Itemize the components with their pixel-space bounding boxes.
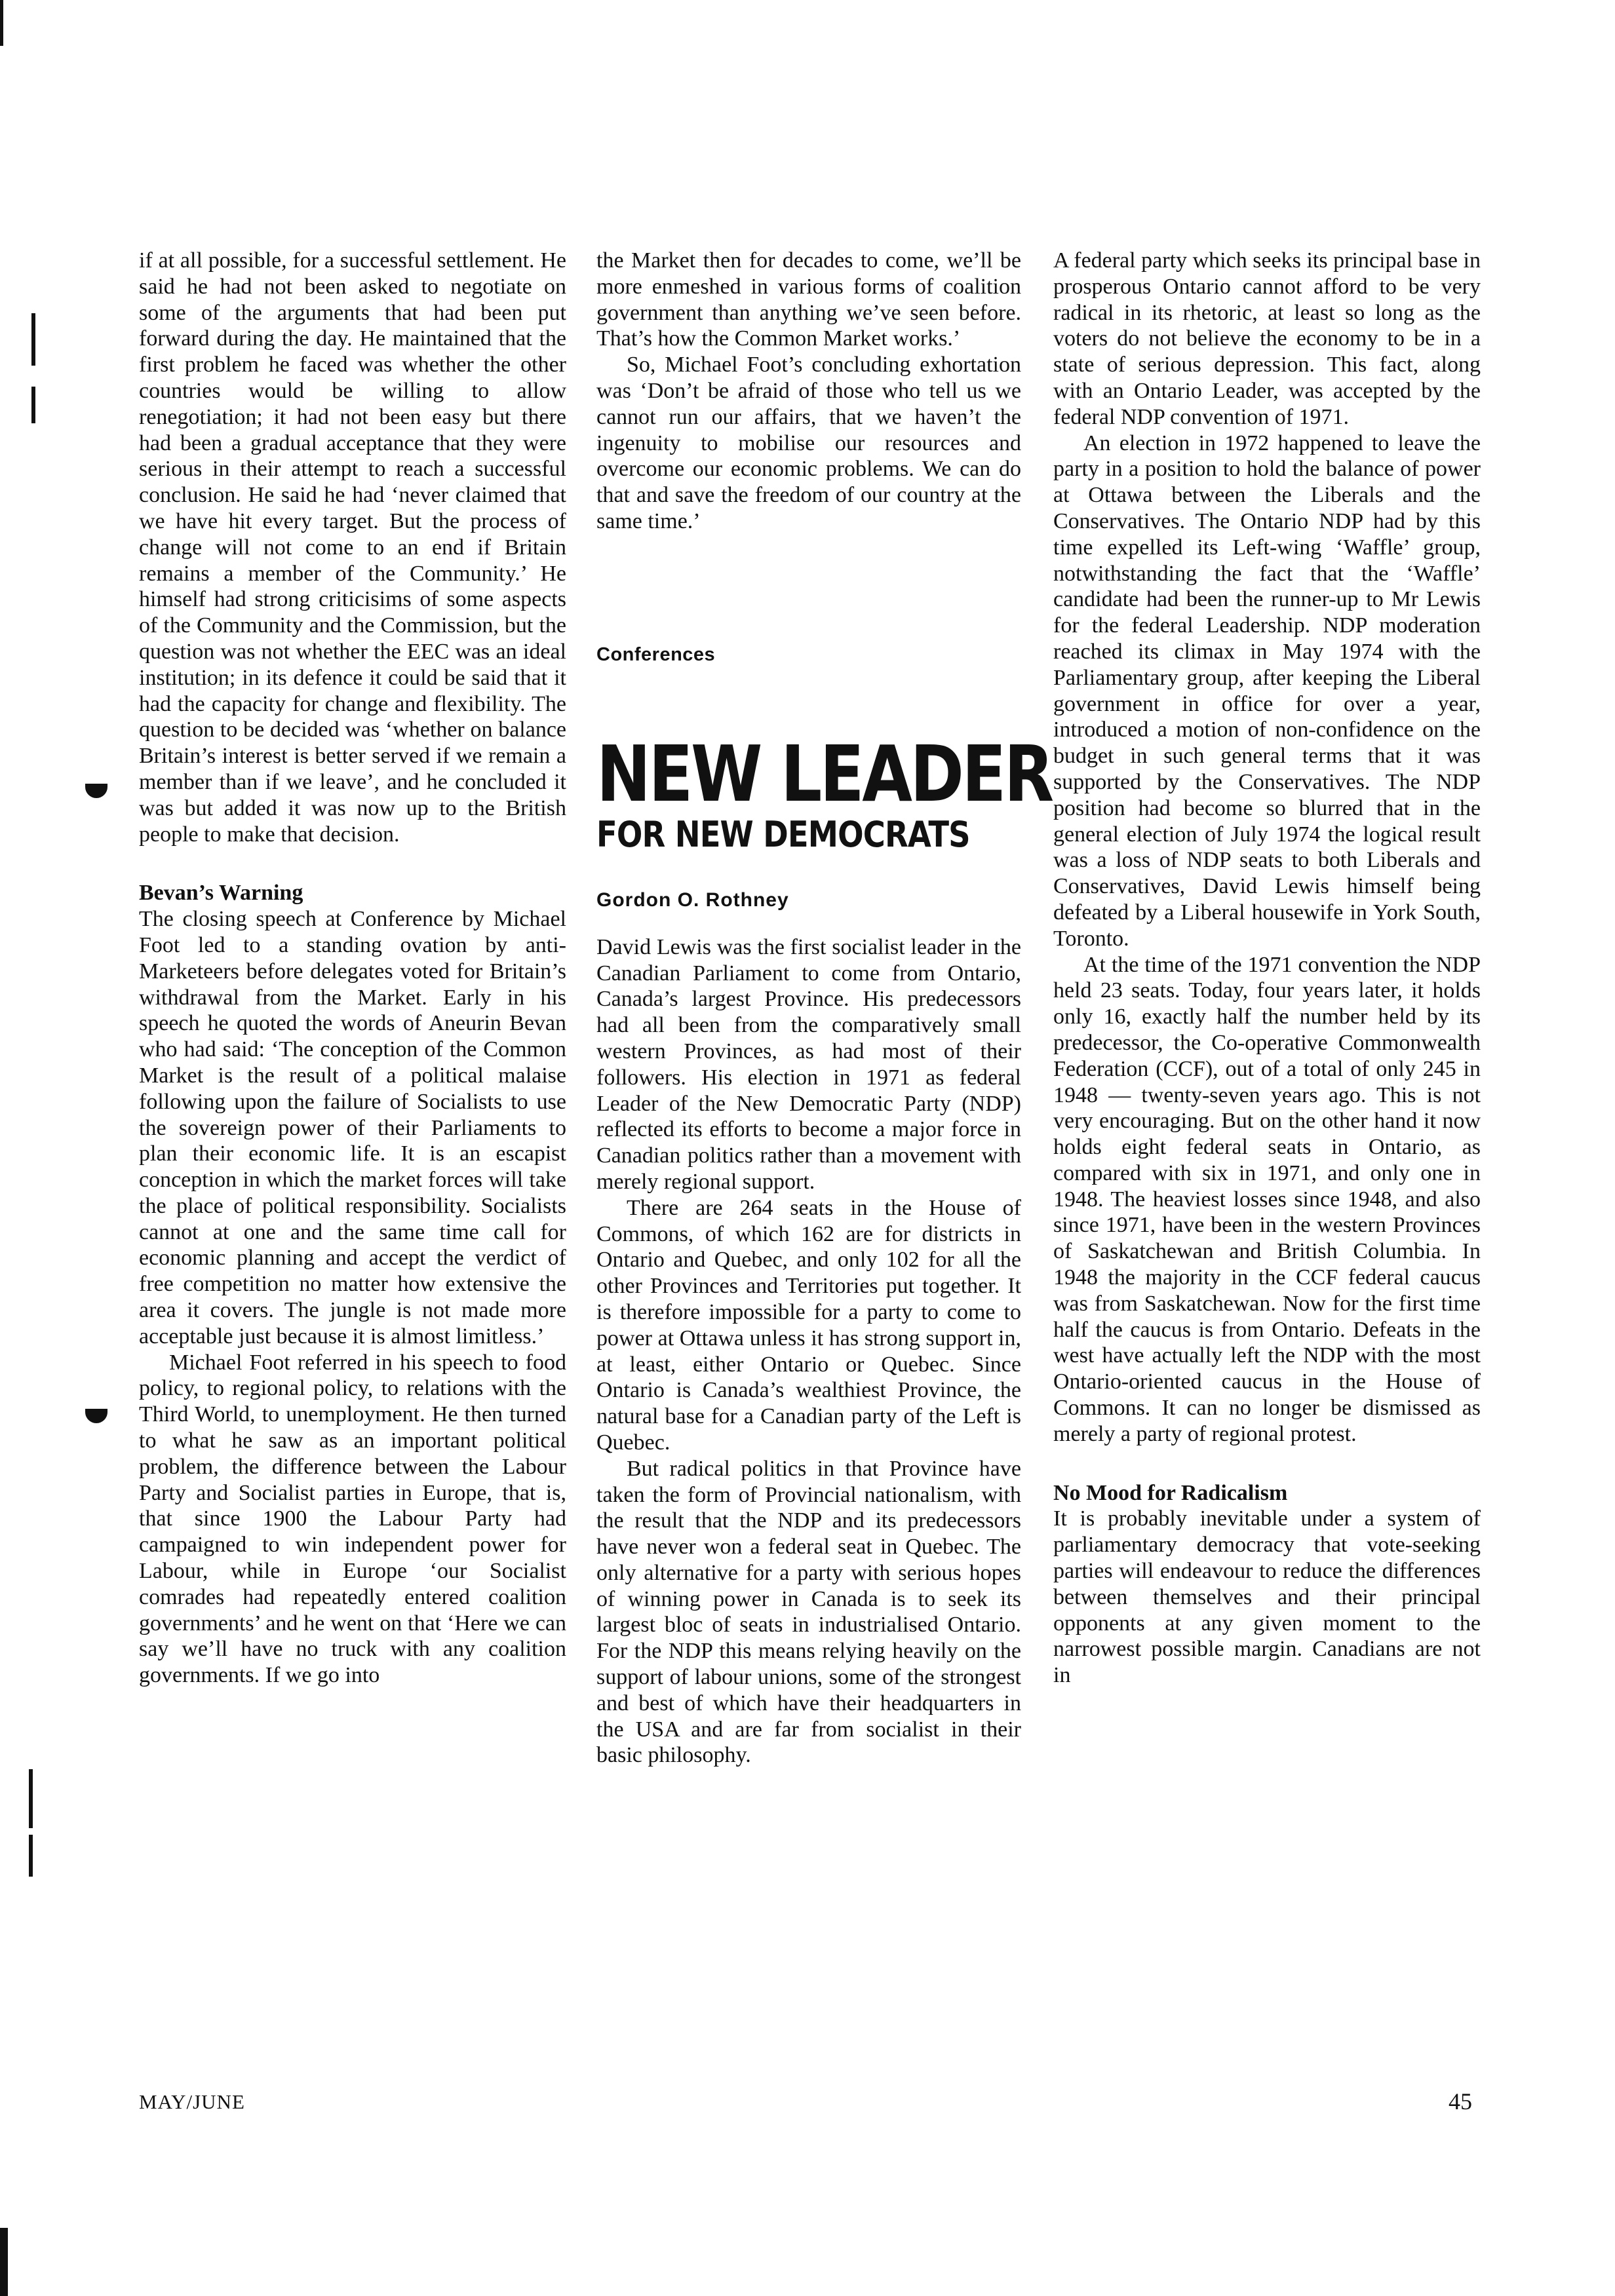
body-paragraph: At the time of the 1971 convention the NDP held 23 seats. Today, four years later, it holds only 16, exactly half the number held by its predecessor, the Co-operative Commonwealth Federation (CCF), out of a total of only 245 in 1948 — twenty-seven years ago. This is not very encouraging. But on the other hand it now holds eight federal seats in Ontario, as compared with six in 1971, and only one in 1948. The heaviest losses since 1948, and also since 1971, have been in the western Provinces of Saskatchewan and British Columbia. In 1948 the majority in the CCF federal caucus was from Saskatchewan. Now for the first time half the caucus is from Ontario. Defeats in the west have actually left the NDP with the most Ontario-oriented caucus in the House of Commons. It can no longer be dismissed as merely a party of regional protest. <box>1053 952 1481 1446</box>
scan-mark <box>31 387 35 423</box>
section-subhead: Bevan’s Warning <box>139 881 303 906</box>
section-label: Conferences <box>596 643 716 665</box>
body-paragraph: if at all possible, for a successful settlement. He said he had not been asked to negotiate on some of the arguments that had been put forward during the day. He maintained that the first problem he faced was whether the other countries would be willing to allow renegotiation; it had not been easy but there had been a gradual acceptance that they were serious in their attempt to reach a successful conclusion. He said he had ‘never claimed that we have hit every target. But the process of change will not come to an end if Britain remains a member of the Community.’ He himself had strong criticisims of some aspects of the Community and the Commission, but the question was not whether the EEC was an ideal institution; in its defence it could be said that it had the capacity for change and flexibility. The question to be decided was ‘whether on balance Britain’s interest is better served if we remain a member than if we leave’, and he concluded it was but added it was now up to the British people to make that decision. <box>139 248 566 847</box>
body-paragraph: There are 264 seats in the House of Commons, of which 162 are for districts in Ontario and Quebec, and only 102 for all the other Provinces and Territories put together. It is therefore impossible for a party to come to power at Ottawa unless it has strong support in, at least, either Ontario or Quebec. Since Ontario is Canada’s wealthiest Province, the natural base for a Canadian party of the Left is Quebec. <box>596 1195 1021 1455</box>
body-paragraph: the Market then for decades to come, we’ll be more enmeshed in various forms of coalition government than anything we’ve seen before. That’s how the Common Market works.’ <box>596 248 1021 351</box>
page-number: 45 <box>1449 2088 1472 2114</box>
scan-mark <box>29 1769 33 1828</box>
scan-mark <box>85 1409 107 1423</box>
section-subhead: No Mood for Radicalism <box>1053 1480 1288 1505</box>
scan-mark <box>0 2228 8 2296</box>
body-paragraph: The closing speech at Conference by Michael Foot led to a standing ovation by anti-Marketeers before delegates voted for Britain’s withdrawal from the Market. Early in his speech he quoted the words of Aneurin Bevan who had said: ‘The conception of the Common Market is the result of a political malaise following upon the failure of Socialists to use the sovereign power of their Parliaments to plan their economic life. It is an escapist conception in which the market forces will take the place of political responsibility. Socialists cannot at one and the same time call for economic planning and accept the verdict of free competition no matter how extensive the area it covers. The jungle is not made more acceptable just because it is almost limitless.’ <box>139 907 566 1349</box>
column-2 <box>596 248 1052 1769</box>
body-paragraph: It is probably inevitable under a system of parliamentary democracy that vote-seeking parties will endeavour to reduce the differences between themselves and their principal opponents at any given moment to the narrowest possible margin. Canadians are not in <box>1053 1506 1481 1688</box>
body-paragraph: David Lewis was the first socialist leader in the Canadian Parliament to come from Ontario, Canada’s largest Province. His predecessors had all been from the comparatively small western Provinces, as had most of their followers. His election in 1971 as federal Leader of the New Democratic Party (NDP) reflected its efforts to become a major force in Canadian politics rather than a movement with merely regional support. <box>596 934 1021 1194</box>
article-byline: Gordon O. Rothney <box>596 889 789 911</box>
body-paragraph: So, Michael Foot’s concluding exhortation was ‘Don’t be afraid of those who tell us we cannot run our affairs, that we haven’t the ingenuity to mobilise our resources and overcome our economic problems. We can do that and save the freedom of our country at the same time.’ <box>596 353 1021 533</box>
article-headline: NEW LEADER <box>596 728 1052 819</box>
article-subheadline: FOR NEW DEMOCRATS <box>596 813 970 855</box>
column-3 <box>1053 248 1481 1689</box>
scan-mark <box>85 784 107 798</box>
body-paragraph: A federal party which seeks its principal base in prosperous Ontario cannot afford to be very radical in its rhetoric, at least so long as the voters do not believe the economy to be in a state of serious depression. This fact, along with an Ontario Leader, was accepted by the federal NDP convention of 1971. <box>1053 248 1481 429</box>
body-paragraph: But radical politics in that Province have taken the form of Provincial nationalism, with the result that the NDP and its predecessors have never won a federal seat in Quebec. The only alternative for a party with serious hopes of winning power in Canada is to seek its largest bloc of seats in industrialised Ontario. For the NDP this means relying heavily on the support of labour unions, some of the strongest and best of which have their headquarters in the USA and are far from socialist in their basic philosophy. <box>596 1456 1021 1768</box>
column-1 <box>139 248 566 1689</box>
body-paragraph: Michael Foot referred in his speech to food policy, to regional policy, to relations with the Third World, to unemployment. He then turned to what he saw as an important political problem, the difference between the Labour Party and Socialist parties in Europe, that is, that since 1900 the Labour Party had campaigned to win independent power for Labour, while in Europe ‘our Socialist comrades had repeatedly entered coalition governments’ and he went on that ‘Here we can say we’ll have no truck with any coalition governments. If we go into <box>139 1350 566 1688</box>
scan-mark <box>31 313 35 366</box>
body-paragraph: An election in 1972 happened to leave the party in a position to hold the balance of power at Ottawa between the Liberals and the Conservatives. The Ontario NDP had by this time expelled its Left-wing ‘Waffle’ group, notwithstanding the fact that the ‘Waffle’ candidate had been the runner-up to Mr Lewis for the federal Leadership. NDP moderation reached its climax in May 1974 with the Parliamentary group, after keeping the Liberal government in office for over a year, introduced a motion of non-confidence on the budget in such general terms that it was supported by the Conservatives. The NDP position had become so blurred that in the general election of July 1974 the logical result was a loss of NDP seats to both Liberals and Conservatives, David Lewis himself being defeated by a Liberal housewife in York South, Toronto. <box>1053 430 1481 951</box>
scan-mark <box>29 1835 33 1877</box>
scan-mark <box>0 0 3 46</box>
issue-date: MAY/JUNE <box>139 2090 245 2113</box>
